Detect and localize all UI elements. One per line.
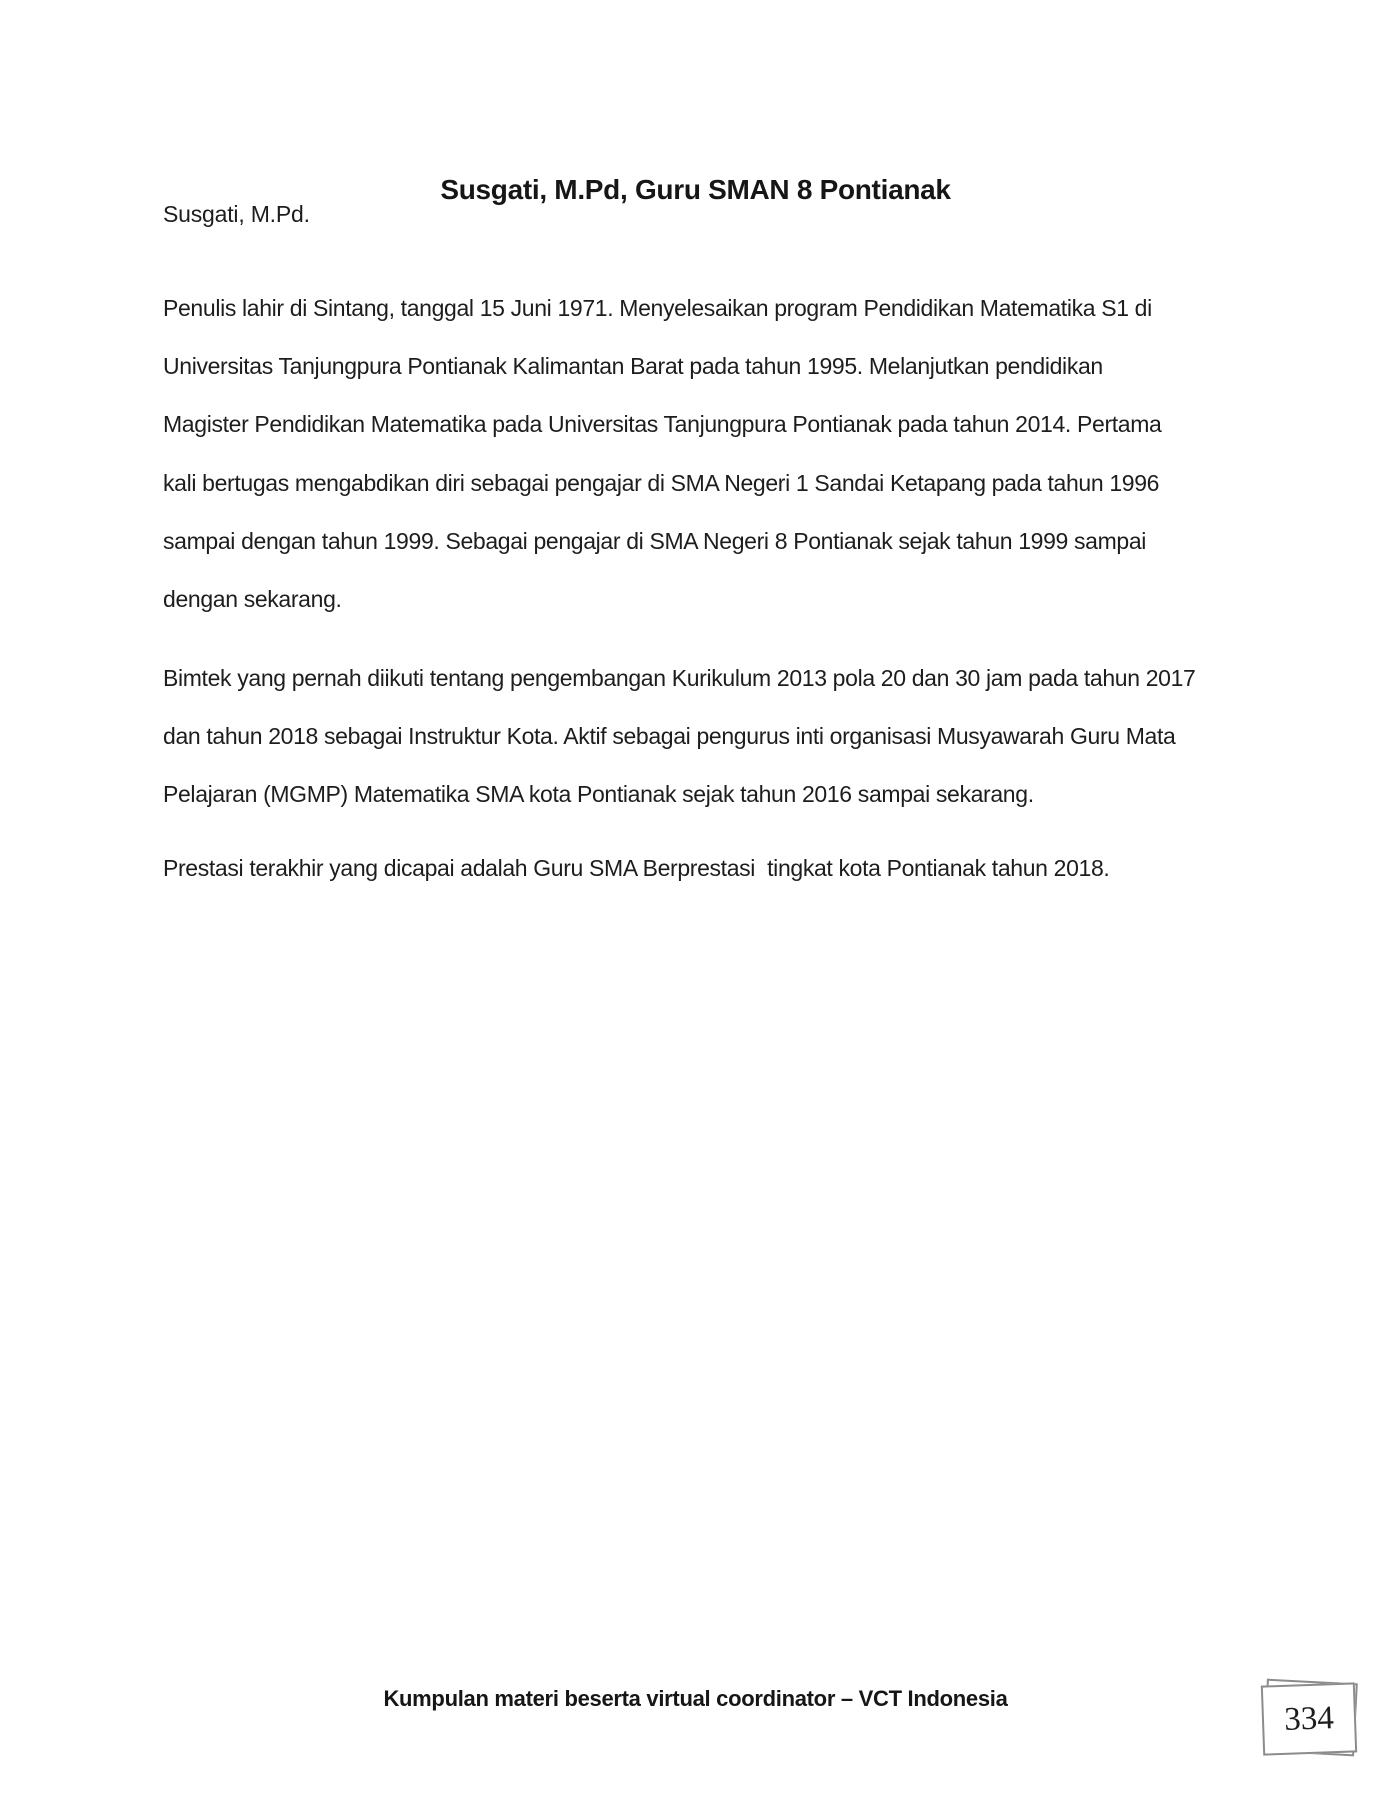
body-line: dan tahun 2018 sebagai Instruktur Kota. Aktif sebagai pengurus inti organisasi Musyawarah Guru Mata (163, 723, 1176, 750)
author-line: Susgati, M.Pd. (163, 201, 310, 227)
body-line: Pelajaran (MGMP) Matematika SMA kota Pontianak sejak tahun 2016 sampai sekarang. (163, 781, 1034, 808)
body-line: Bimtek yang pernah diikuti tentang pengembangan Kurikulum 2013 pola 20 dan 30 jam pada tahun 2017 (163, 665, 1196, 691)
body-line: sampai dengan tahun 1999. Sebagai pengajar di SMA Negeri 8 Pontianak sejak tahun 1999 sampai (163, 527, 1147, 554)
body-line: Universitas Tanjungpura Pontianak Kalimantan Barat pada tahun 1995. Melanjutkan pendidikan (163, 353, 1103, 380)
body-line: Prestasi terakhir yang dicapai adalah Guru SMA Berprestasi tingkat kota Pontianak tahun 2018. (163, 855, 1110, 881)
paragraph-biography (163, 279, 1281, 628)
paragraph-achievement (163, 839, 1281, 897)
body-line: Magister Pendidikan Matematika pada Universitas Tanjungpura Pontianak pada tahun 2014. Pertama (163, 411, 1162, 438)
paragraph-training (163, 649, 1281, 824)
body-line: kali bertugas mengabdikan diri sebagai pengajar di SMA Negeri 1 Sandai Ketapang pada tahun 1996 (163, 469, 1160, 496)
badge-front-frame (1261, 1682, 1357, 1755)
body-line: dengan sekarang. (163, 586, 342, 613)
page-title: Susgati, M.Pd, Guru SMAN 8 Pontianak (440, 173, 951, 205)
page-number-badge (1262, 1681, 1356, 1754)
page-number: 334 (1283, 1699, 1335, 1738)
footer-text: Kumpulan materi beserta virtual coordinator – VCT Indonesia (383, 1686, 1008, 1711)
body-line: Penulis lahir di Sintang, tanggal 15 Juni 1971. Menyelesaikan program Pendidikan Matematika S1 di (163, 295, 1152, 321)
